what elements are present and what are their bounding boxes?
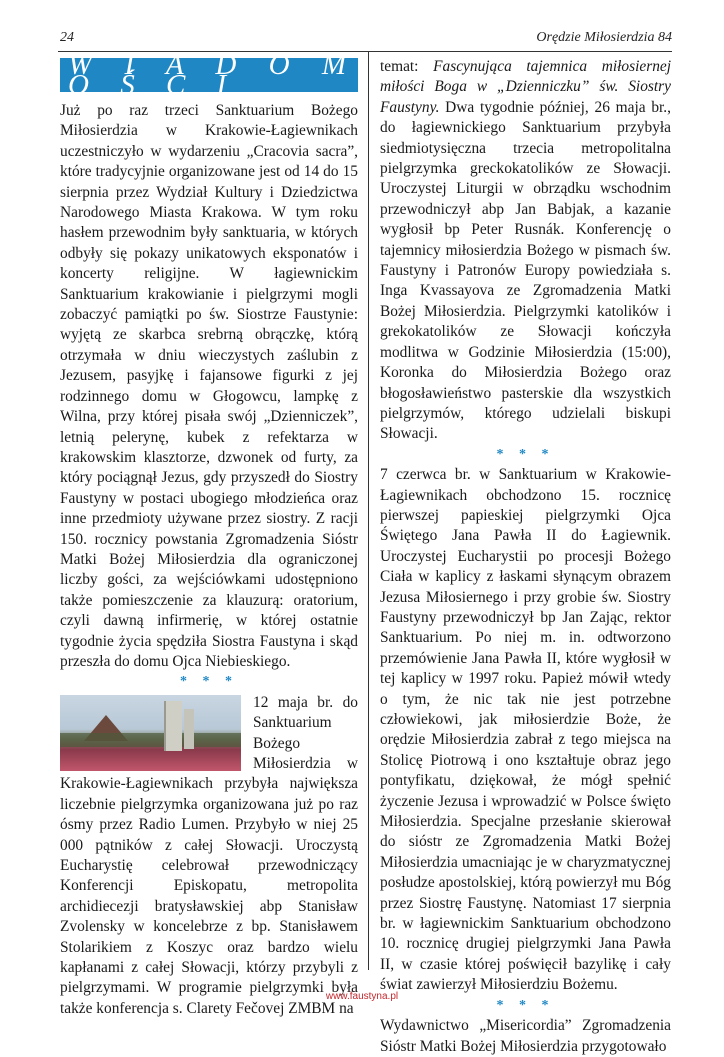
footer-url[interactable]: www.faustyna.pl — [325, 991, 399, 1002]
article-anniversary: 7 czerwca br. w Sanktuarium w Krakowie-Łagiewnikach obchodzono 15. rocznicę pierwszej papieskiej pielgrzymki Ojca Świętego Jana Pawła II do Łagiewnik. Uroczystej Eucharystii po procesji Bożego Ciała w kaplicy z łaskami słynącym obrazem Jezusa Miłosiernego i przy grobie św. Siostry Faustyny przewodniczył bp Jan Zając, rektor Sanktuarium. Po niej m. in. odtworzono przemówienie Jana Pawła II, które wygłosił w tej kaplicy w 1997 roku. Papież mówił wtedy o tym, że nic tak nie jest potrzebne człowiekowi, jak miłosierdzie Boże, że orędzie Miłosierdzia zabrał z tego miejsca na Stolicę Piotrową i ono kształtuje obraz jego pontyfikatu, dziękował, że mógł spełnić życzenie Jezusa i wprowadzić w Polsce święto Miłosierdzia. Specjalne przesłanie skierował do sióstr ze Zgromadzenia Matki Bożej Miłosierdzia umacniając je w charyzmatycznej posłudze apostolskiej, którą powierzył mu Bóg przez Siostrę Faustynę. Natomiast 17 sierpnia br. w łagiewnickim Sanktuarium obchodzono 10. rocznicę drugiej pielgrzymki Jana Pawła II, w czasie której poświęcił bazylikę i cały świat zawierzył Miłosierdziu Bożemu. — [380, 466, 671, 994]
separator-stars: * * * — [180, 674, 238, 690]
article-continuation — [380, 57, 671, 445]
tower-shape — [184, 709, 194, 749]
basilica-tower-shape — [164, 701, 182, 751]
conference-title: Fascynująca tajemnica miłosiernej miłości Boga w „Dzienniczku” św. Siostry Faustyny. — [380, 58, 672, 116]
magazine-title: Orędzie Miłosierdzia 84 — [536, 30, 672, 45]
continuation-text: Dwa tygodnie później, 26 maja br., do łagiewnickiego Sanktuarium przybyła siedmiotysięczna trzecia metropolitalna pielgrzymka greckokatolików ze Słowacji. Uroczystej Liturgii w obrządku wschodnim przewodniczył abp Jan Babjak, a kazanie wygłosił bp Peter Rusnák. Konferencję o tajemnicy miłosierdzia Bożego w pismach św. Faustyny i Patronów Europy powiedziała s. Inga Kvassayova ze Zgromadzenia Matki Bożej Miłosierdzia. Pielgrzymki katolików i grekokatolików ze Słowacji kończyła modlitwa w Godzinie Miłosierdzia (15:00), Koronka do Miłosierdzia Bożego oraz błogosławieństwo pasterskie dla wszystkich pielgrzymów, którego udzielali biskupi Słowacji. — [380, 98, 671, 443]
section-banner: W I A D O M O Ś C I — [60, 58, 358, 92]
right-column — [380, 52, 671, 1057]
column-divider — [368, 52, 369, 970]
article-slovak-pilgrimage: 12 maja br. do Sanktuarium Bożego Miłosierdzia w Krakowie-Łagiewnikach przybyła największa liczebnie pielgrzymka organizowana już po raz ósmy przez Radio Lumen. Przybyło w niej 25 000 pątników z całej Słowacji. Uroczystą Eucharystię celebrował przewodniczący Konferencji Episkopatu, metropolita archidiecezji bratysławskiej abp Stanisław Zvolensky w koncelebrze z bp. Stanisławem Stolarikiem z Koszyc oraz bardzo wielu kapłanami z całej Słowacji, którzy przybyli z pielgrzymami. W programie pielgrzymki była także konferencja s. Clarety Fečovej ZMBM na — [60, 693, 358, 1017]
separator-stars: * * * — [496, 997, 555, 1013]
separator-stars: * * * — [496, 446, 555, 462]
left-column — [60, 48, 358, 1019]
article-cracovia-sacra: Już po raz trzeci Sanktuarium Bożego Miłosierdzia w Krakowie-Łagiewnikach uczestniczyło w wydarzeniu „Cracovia sacra”, które tradycyjnie organizowane jest od 14 do 15 sierpnia przez Wydział Kultury i Dziedzictwa Narodowego Miasta Krakowa. W tym roku hasłem przewodnim były sanktuaria, w których odbyły się pokazy unikatowych eksponatów i koncerty religijne. W łagiewnickim Sanktuarium krakowianie i pielgrzymi mogli zobaczyć pamiątki po św. Siostrze Faustynie: wyjętą ze skarbca srebrną obrączkę, którą otrzymała w dniu wieczystych zaślubin z Jezusem, pasyjkę i fajansowe figurki z jej rodzinnego domu w Głogowcu, lampkę z Wilna, przy której pisała swój „Dzienniczek”, letnią pelerynę, kubek z refektarza w krakowskim klasztorze, dzwonek od furty, za który pociągnął Jezus, gdy przyszedł do Siostry Faustyny w postaci ubogiego młodzieńca oraz inne przedmioty używane przez siostry. Z racji 150. rocznicy powstania Zgromadzenia Sióstr Matki Bożej Miłosierdzia dla ograniczonej liczby gości, za wejściówkami udostępniono także pomieszczenie za klauzurą: oratorium, czyli dawną infirmerię, w której ostatnie tygodnie życia spędziła Siostra Faustyna i skąd przeszła do domu Ojca Niebieskiego. — [60, 102, 358, 670]
continuation-prefix: temat: — [380, 58, 434, 75]
page-number: 24 — [60, 30, 74, 45]
pilgrimage-photo — [60, 695, 241, 771]
trees-shape — [60, 733, 241, 747]
article-misericordia: Wydawnictwo „Misericordia” Zgromadzenia Sióstr Matki Bożej Miłosierdzia przygotowało — [380, 1017, 671, 1055]
